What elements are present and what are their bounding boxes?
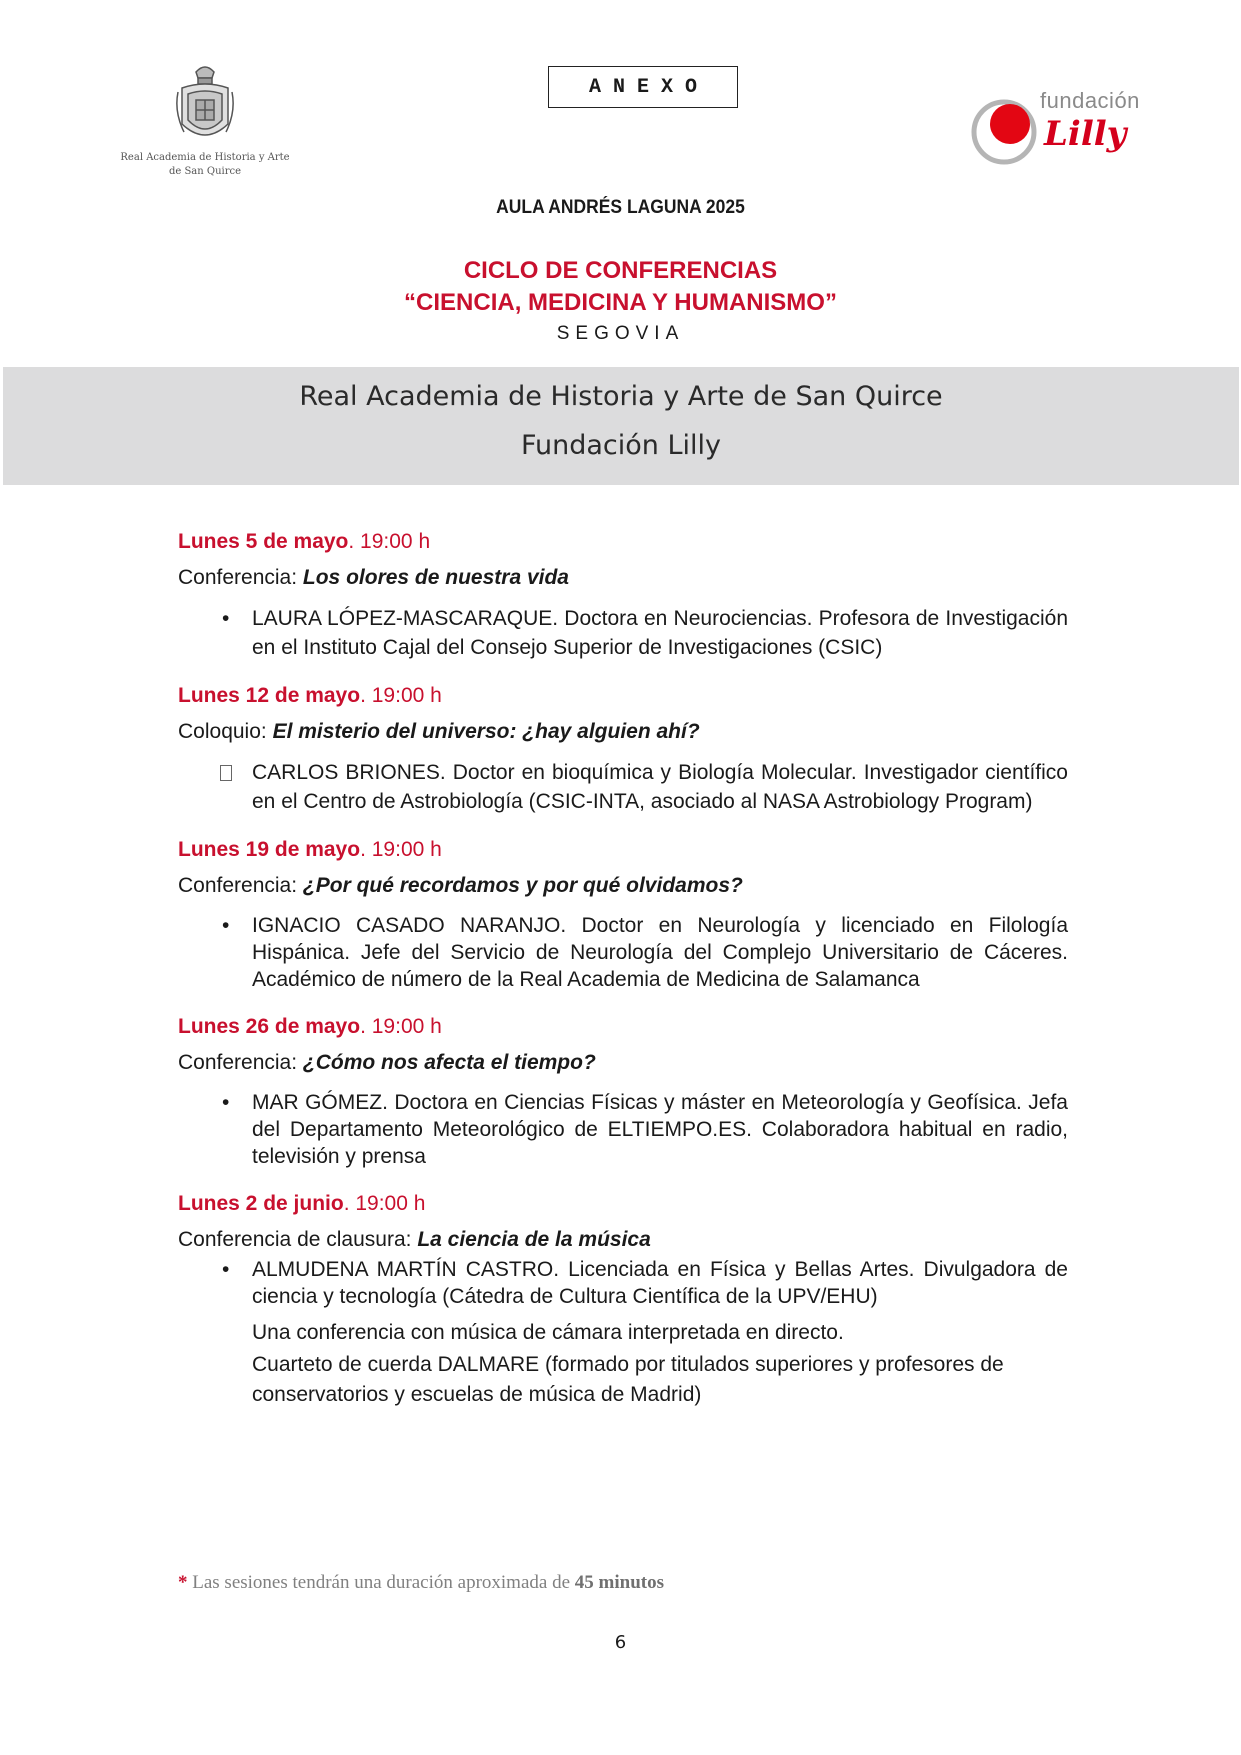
session-kind	[178, 1051, 1068, 1075]
session-title: ¿Por qué recordamos y por qué olvidamos?	[302, 874, 743, 897]
session-kind-label: Conferencia:	[178, 566, 303, 589]
session-date	[178, 684, 1068, 708]
fundacion-lilly-logo	[970, 88, 1150, 173]
session-time: . 19:00 h	[360, 684, 442, 707]
organizer-academy: Real Academia de Historia y Arte de San Quirce	[299, 381, 943, 412]
organizer-lilly: Fundación Lilly	[520, 430, 722, 461]
bullet-icon: •	[222, 1258, 230, 1281]
missing-glyph-box-icon	[220, 765, 232, 781]
lilly-circle-icon	[970, 94, 1042, 166]
anexo-box: ANEXO	[548, 66, 738, 108]
organizers-band	[3, 367, 1239, 485]
note-text: Las sesiones tendrán una duración aproximada de	[187, 1572, 575, 1593]
duration-note	[178, 1572, 664, 1594]
speaker-text: CARLOS BRIONES. Doctor en bioquímica y Biología Molecular. Investigador científico en el Centro de Astrobiología (CSIC-INTA, asociado al NASA Astrobiology Program)	[252, 761, 1068, 813]
session-date	[178, 1192, 1068, 1216]
session-time: . 19:00 h	[348, 530, 431, 553]
bullet-icon: •	[222, 914, 230, 937]
session-3	[178, 838, 1068, 993]
session-date	[178, 838, 1068, 862]
lilly-fundacion-text: fundación	[1040, 88, 1140, 113]
session-5	[178, 1192, 1068, 1410]
bullet-icon: •	[222, 1091, 230, 1114]
session-date	[178, 1015, 1068, 1039]
ciclo-title	[0, 255, 1241, 319]
session-time: . 19:00 h	[343, 1192, 426, 1215]
session-kind	[178, 720, 1068, 744]
page-number: 6	[614, 1632, 627, 1653]
session-date-bold: Lunes 2 de junio	[178, 1192, 344, 1215]
session-speaker	[178, 912, 1068, 993]
ciclo-title-line2: “CIENCIA, MEDICINA Y HUMANISMO”	[404, 289, 837, 316]
session-date-bold: Lunes 12 de mayo	[178, 684, 361, 707]
speaker-text: MAR GÓMEZ. Doctora en Ciencias Físicas y máster en Meteorología y Geofísica. Jefa del Departamento Meteorológico de ELTIEMPO.ES. Colaboradora habitual en radio, televisión y prensa	[252, 1091, 1068, 1168]
program-list	[178, 530, 1068, 1432]
lilly-script-text: Lilly	[1044, 114, 1127, 154]
session-title: Los olores de nuestra vida	[302, 566, 569, 589]
session-time: . 19:00 h	[360, 1015, 442, 1038]
session-speaker	[178, 758, 1068, 816]
session-2	[178, 684, 1068, 816]
session-speaker	[178, 1089, 1068, 1170]
session-4	[178, 1015, 1068, 1170]
session-kind-label: Conferencia:	[178, 1051, 303, 1074]
segovia-subtitle: SEGOVIA	[556, 323, 685, 344]
session-date-bold: Lunes 26 de mayo	[178, 1015, 361, 1038]
session-extra-2: Cuarteto de cuerda DALMARE (formado por titulados superiores y profesores de conservatorios y escuelas de música de Madrid)	[252, 1353, 1004, 1406]
session-speaker	[178, 1256, 1068, 1310]
coat-of-arms-icon	[174, 62, 236, 150]
session-kind	[178, 1228, 1068, 1252]
speaker-text: IGNACIO CASADO NARANJO. Doctor en Neurología y licenciado en Filología Hispánica. Jefe del Servicio de Neurología del Complejo Universitario de Cáceres. Académico de número de la Real Academia de Medicina de Salamanca	[252, 914, 1068, 991]
session-speaker	[178, 604, 1068, 662]
aula-title: AULA ANDRÉS LAGUNA 2025	[496, 197, 745, 218]
session-kind-label: Conferencia de clausura:	[178, 1228, 418, 1251]
session-title: El misterio del universo: ¿hay alguien ahí?	[272, 720, 700, 743]
session-kind-label: Coloquio:	[178, 720, 273, 743]
crest-caption-line1: Real Academia de Historia y Arte	[120, 152, 290, 163]
crest-caption-line2: de San Quirce	[168, 166, 242, 177]
speaker-text: LAURA LÓPEZ-MASCARAQUE. Doctora en Neurociencias. Profesora de Investigación en el Instituto Cajal del Consejo Superior de Investigaciones (CSIC)	[252, 607, 1068, 659]
session-1	[178, 530, 1068, 662]
session-title: ¿Cómo nos afecta el tiempo?	[302, 1051, 596, 1074]
session-kind	[178, 566, 1068, 590]
ciclo-title-line1: CICLO DE CONFERENCIAS	[463, 257, 778, 284]
session-date-bold: Lunes 5 de mayo	[178, 530, 349, 553]
session-kind	[178, 874, 1068, 898]
session-date-bold: Lunes 19 de mayo	[178, 838, 361, 861]
note-bold: 45 minutos	[574, 1572, 664, 1593]
bullet-icon: •	[222, 607, 230, 630]
session-time: . 19:00 h	[360, 838, 442, 861]
academy-crest-logo	[120, 62, 290, 178]
session-title: La ciencia de la música	[417, 1228, 651, 1251]
session-date	[178, 530, 1068, 554]
speaker-text: ALMUDENA MARTÍN CASTRO. Licenciada en Física y Bellas Artes. Divulgadora de ciencia y tecnología (Cátedra de Cultura Científica de la UPV/EHU)	[252, 1258, 1068, 1308]
session-extra-1: Una conferencia con música de cámara interpretada en directo.	[252, 1321, 844, 1344]
session-kind-label: Conferencia:	[178, 874, 303, 897]
asterisk: *	[178, 1572, 188, 1593]
